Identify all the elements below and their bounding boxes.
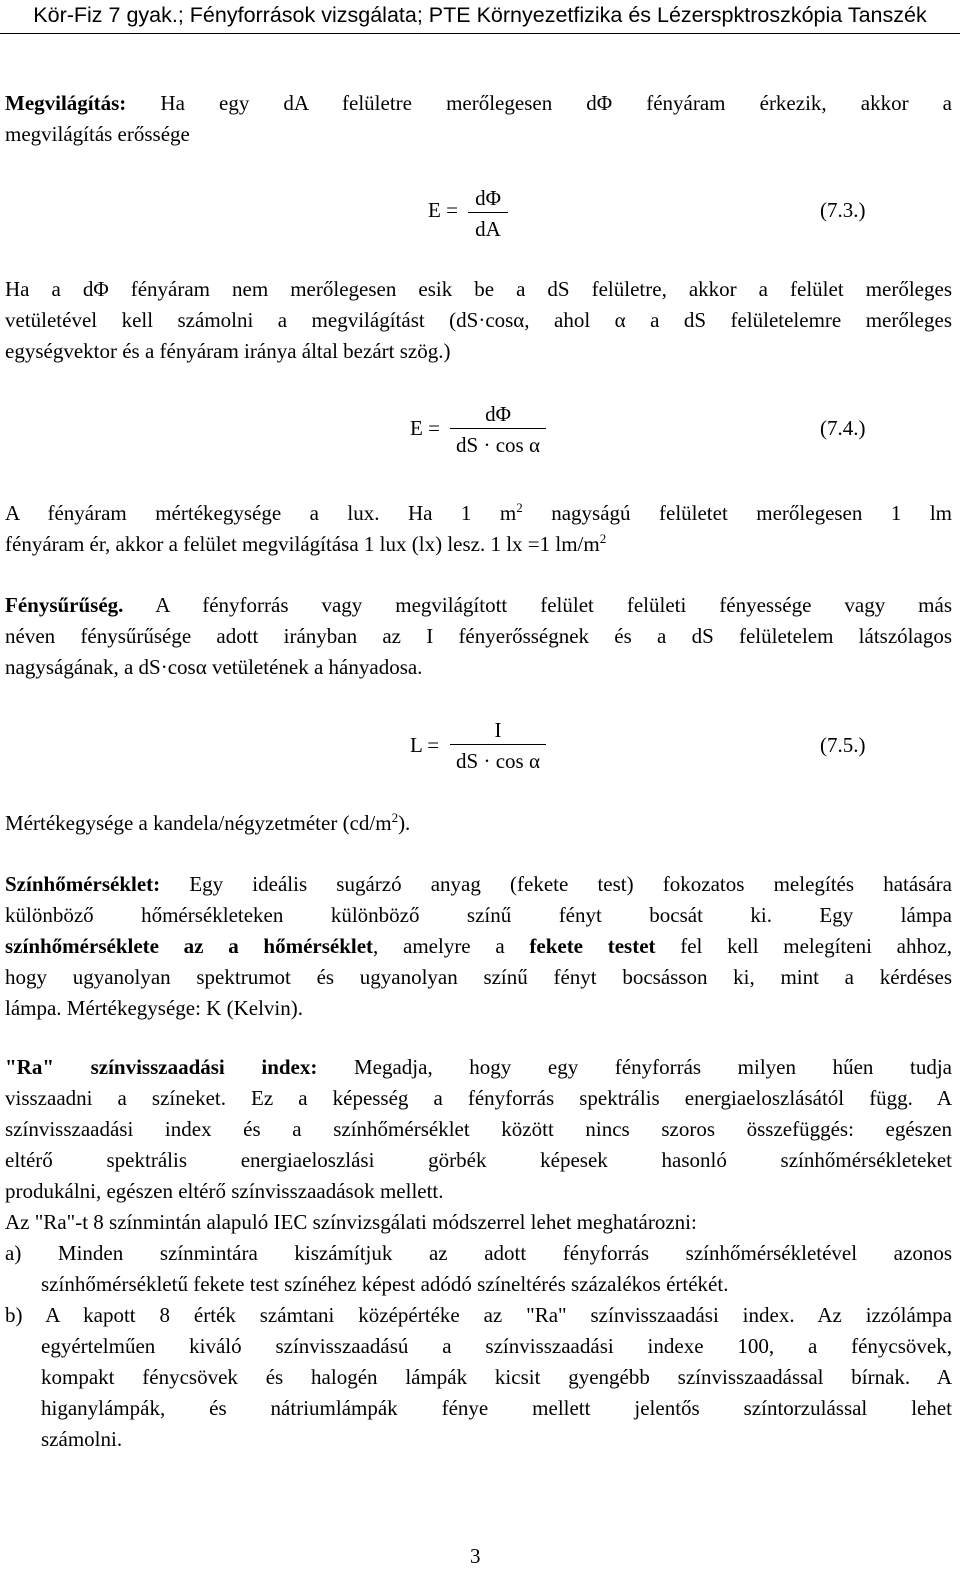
numerator: I	[494, 718, 502, 742]
fraction	[468, 186, 508, 241]
page-header: Kör-Fiz 7 gyak.; Fényforrások vizsgálata; PTE Környezetfizika és Lézerspktroszkópia Tanszék	[33, 3, 927, 27]
fraction	[450, 718, 546, 773]
text-line: vetületével kell számolni a megvilágítást (dS·cosα, ahol α a dS felületelemre merőleges	[5, 308, 952, 332]
term-black-body: fekete testet	[529, 934, 656, 958]
text-segment: fényáram ér, akkor a felület megvilágítása 1 lux (lx) lesz. 1 lx =1 lm/m	[5, 532, 600, 556]
list-item-b-cont: higanylámpák, és nátriumlámpák fénye mellett jelentős színtorzulással lehet	[41, 1396, 952, 1420]
fraction-bar	[450, 428, 546, 429]
equation-7-5	[410, 733, 439, 757]
text-segment: nagyságú felületet merőlegesen 1 lm	[522, 501, 952, 525]
text-segment: Mértékegysége a kandela/négyzetméter (cd/m	[5, 811, 392, 835]
text-line: eltérő spektrális energiaeloszlási görbék képesek hasonló színhőmérsékleteket	[5, 1148, 952, 1172]
term-color-temperature: Színhőmérséklet:	[5, 872, 161, 896]
superscript: 2	[391, 810, 399, 825]
text-segment: A fényáram mértékegysége a lux. Ha 1 m	[5, 501, 517, 525]
page-number: 3	[470, 1544, 481, 1568]
equation-lhs: E =	[410, 416, 440, 440]
fraction	[450, 402, 546, 457]
header-rule	[0, 33, 960, 34]
text-segment: ).	[398, 811, 411, 835]
text-line: különböző hőmérsékleteken különböző színű fényt bocsát ki. Egy lámpa	[5, 903, 952, 927]
numerator: dΦ	[475, 186, 501, 210]
fraction-bar	[450, 744, 546, 745]
text-segment: A fényforrás vagy megvilágított felület felületi fényessége vagy más	[123, 593, 952, 617]
paragraph-color-temperature	[5, 869, 952, 1024]
denominator: dS · cos α	[456, 749, 540, 773]
equation-lhs: L =	[410, 733, 440, 757]
text-line: színvisszaadási index és a színhőmérséklet között nincs szoros összefüggés: egészen	[5, 1117, 952, 1141]
text-segment: Egy ideális sugárzó anyag (fekete test) fokozatos melegítés hatására	[160, 872, 952, 896]
text-line: hogy ugyanolyan spektrumot és ugyanolyan színű fényt bocsásson ki, mint a kérdéses	[5, 965, 952, 989]
paragraph-lux	[5, 498, 952, 560]
term-luminance: Fénysűrűség.	[5, 593, 124, 617]
equation-number: (7.5.)	[820, 733, 866, 757]
paragraph-luminance	[5, 590, 952, 683]
text-line: egységvektor és a fényáram iránya által bezárt szög.)	[5, 339, 451, 363]
equation-number: (7.3.)	[820, 198, 866, 222]
paragraph-illuminance	[5, 88, 952, 150]
term-definition: színhőmérséklete az a hőmérséklet	[5, 934, 374, 958]
list-item-a: a) Minden színmintára kiszámítjuk az adott fényforrás színhőmérsékletével azonos	[5, 1241, 952, 1265]
text-line: néven fénysűrűsége adott irányban az I fényerősségnek és a dS felületelem látszólagos	[5, 624, 952, 648]
text-line: produkálni, egészen eltérő színvisszaadások mellett.	[5, 1179, 444, 1203]
list-item-b-cont: egyértelműen kiváló színvisszaadású a színvisszaadási indexe 100, a fénycsövek,	[41, 1334, 952, 1358]
paragraph-oblique	[5, 274, 952, 367]
text-line: Ha egy dA felületre merőlegesen dΦ fényáram érkezik, akkor a	[126, 91, 952, 115]
equation-7-4	[410, 416, 440, 440]
denominator: dA	[475, 217, 501, 241]
text-line: Az "Ra"-t 8 színmintán alapuló IEC színvizsgálati módszerrel lehet meghatározni:	[5, 1210, 697, 1234]
text-segment: , amelyre a	[373, 934, 530, 958]
equation-lhs: E =	[428, 198, 458, 222]
list-item-b-cont: kompakt fénycsövek és halogén lámpák kicsit gyengébb színvisszaadással bírnak. A	[41, 1365, 952, 1389]
list-item-b-cont: számolni.	[41, 1427, 123, 1451]
text-segment: fel kell melegíteni ahhoz,	[655, 934, 953, 958]
numerator: dΦ	[485, 402, 511, 426]
text-line: megvilágítás erőssége	[5, 122, 190, 146]
denominator: dS · cos α	[456, 433, 540, 457]
list-item-a-cont: színhőmérsékletű fekete test színéhez képest adódó színeltérés százalékos értékét.	[41, 1272, 729, 1296]
superscript: 2	[599, 531, 607, 546]
list-item-b: b) A kapott 8 érték számtani középértéke az "Ra" színvisszaadási index. Az izzólámpa	[5, 1303, 952, 1327]
paragraph-ra-index	[5, 1052, 952, 1238]
text-line: visszaadni a színeket. Ez a képesség a fényforrás spektrális energiaeloszlásától függ. A	[5, 1086, 952, 1110]
text-segment: Megadja, hogy egy fényforrás milyen hűen tudja	[317, 1055, 952, 1079]
text-line: Ha a dΦ fényáram nem merőlegesen esik be a dS felületre, akkor a felület merőleges	[5, 277, 952, 301]
equation-7-3	[428, 198, 458, 222]
text-line: nagyságának, a dS·cosα vetületének a hányadosa.	[5, 655, 423, 679]
text-line: lámpa. Mértékegysége: K (Kelvin).	[5, 996, 303, 1020]
fraction-bar	[468, 212, 508, 213]
paragraph-unit	[5, 808, 952, 839]
equation-number: (7.4.)	[820, 416, 866, 440]
term-illuminance: Megvilágítás:	[5, 91, 127, 115]
superscript: 2	[516, 500, 523, 515]
list-method-steps	[5, 1238, 952, 1455]
term-ra-index: "Ra" színvisszaadási index:	[5, 1055, 318, 1079]
